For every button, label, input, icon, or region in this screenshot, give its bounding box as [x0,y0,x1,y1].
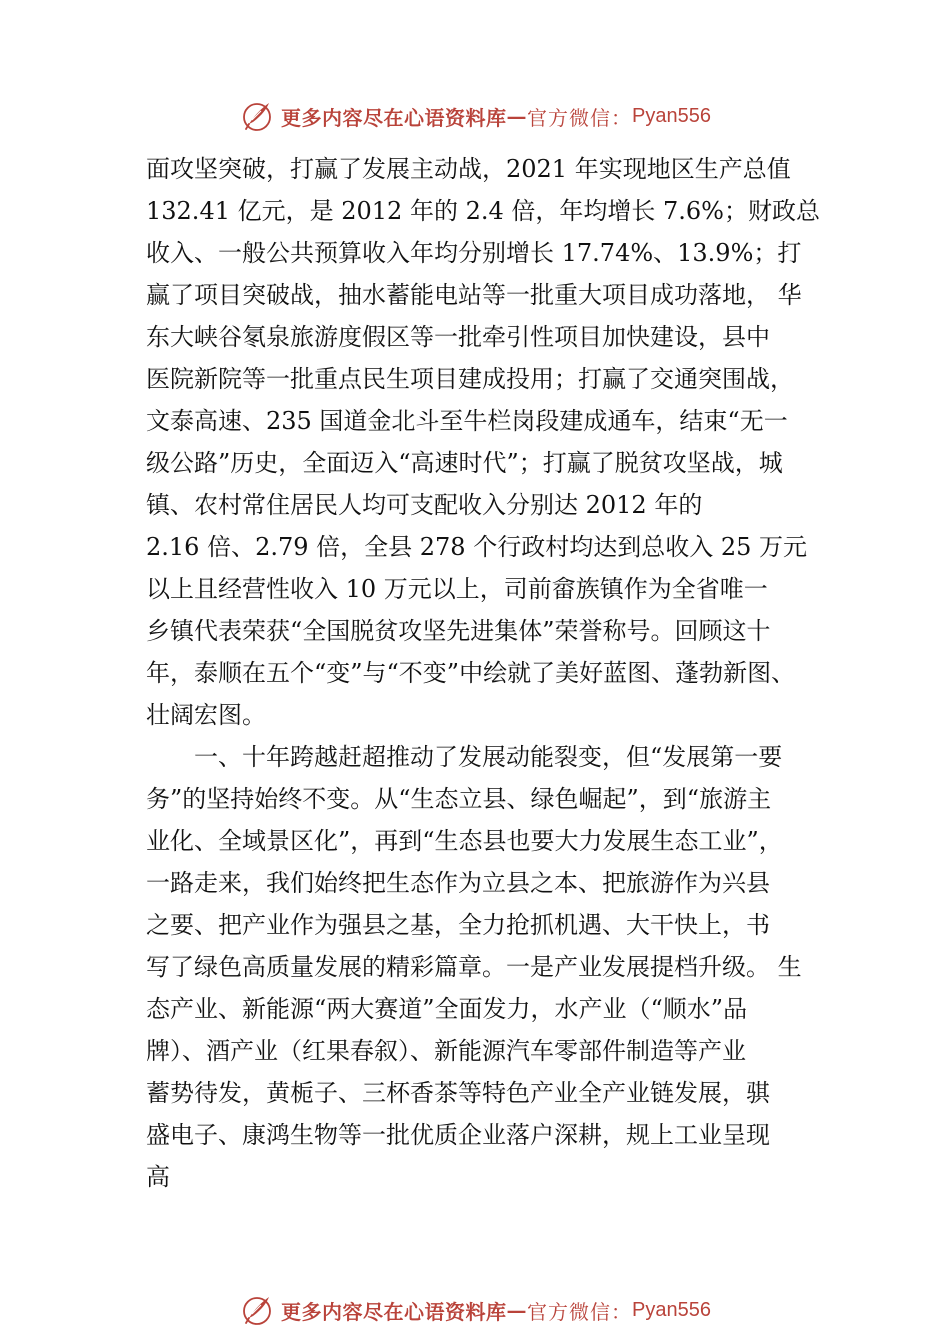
body-line: 镇、农村常住居民人均可支配收入分别达 2012 年的 [146,491,703,519]
footer-wechat-id: Pyan556 [632,1298,711,1321]
body-line: 级公路”历史，全面迈入“高速时代”；打赢了脱贫攻坚战，城 [146,449,783,477]
body-line: 乡镇代表荣获“全国脱贫攻坚先进集体”荣誉称号。回顾这十 [146,617,771,645]
body-line: 壮阔宏图。 [146,701,266,729]
body-line: 一路走来，我们始终把生态作为立县之本、把旅游作为兴县 [146,869,770,897]
body-line: 一、十年跨越赶超推动了发展动能裂变，但“发展第一要 [146,743,783,771]
quill-logo-icon [239,98,275,134]
body-line: 牌）、酒产业（红果春叙）、新能源汽车零部件制造等产业 [146,1037,746,1065]
body-line: 132.41 亿元，是 2012 年的 2.4 倍，年均增长 7.6%；财政总 [146,197,820,225]
body-line: 业化、全域景区化”，再到“生态县也要大力发展生态工业”， [146,827,783,855]
body-line: 2.16 倍、2.79 倍，全县 278 个行政村均达到总收入 25 万元 [146,533,807,561]
body-line: 务”的坚持始终不变。从“生态立县、绿色崛起”，到“旅游主 [146,785,772,813]
header-dash: — [506,104,528,128]
footer-banner [0,1290,950,1330]
body-line: 以上且经营性收入 10 万元以上，司前畲族镇作为全省唯一 [146,575,768,603]
body-line: 收入、一般公共预算收入年均分别增长 17.74%、13.9%；打 [146,239,802,267]
body-line: 年，泰顺在五个“变”与“不变”中绘就了美好蓝图、蓬勃新图、 [146,659,796,687]
body-line: 写了绿色高质量发展的精彩篇章。一是产业发展提档升级。 生 [146,953,802,981]
footer-site-text: 更多内容尽在心语资料库 [281,1299,507,1324]
header-wechat-id: Pyan556 [632,104,711,127]
body-line: 之要、把产业作为强县之基，全力抢抓机遇、大干快上，书 [146,911,770,939]
quill-logo-icon [239,1292,275,1328]
body-line: 医院新院等一批重点民生项目建成投用；打赢了交通突围战， [146,365,794,393]
body-line: 东大峡谷氡泉旅游度假区等一批牵引性项目加快建设，县中 [146,323,770,351]
footer-dash: — [506,1298,528,1322]
body-line: 高 [146,1163,170,1191]
header-site-text: 更多内容尽在心语资料库 [281,105,507,130]
body-line: 蓄势待发，黄栀子、三杯香茶等特色产业全产业链发展，骐 [146,1079,770,1107]
footer-wechat-label: 官方微信： [527,1299,633,1324]
header-banner [0,96,950,136]
body-line: 面攻坚突破，打赢了发展主动战，2021 年实现地区生产总值 [146,155,791,183]
body-line: 文泰高速、235 国道金北斗至牛栏岗段建成通车，结束“无一 [146,407,788,435]
body-line: 态产业、新能源“两大赛道”全面发力，水产业（“顺水”品 [146,995,748,1023]
header-wechat-label: 官方微信： [527,105,633,130]
body-line: 赢了项目突破战，抽水蓄能电站等一批重大项目成功落地， 华 [146,281,802,309]
body-line: 盛电子、康鸿生物等一批优质企业落户深耕，规上工业呈现 [146,1121,770,1149]
